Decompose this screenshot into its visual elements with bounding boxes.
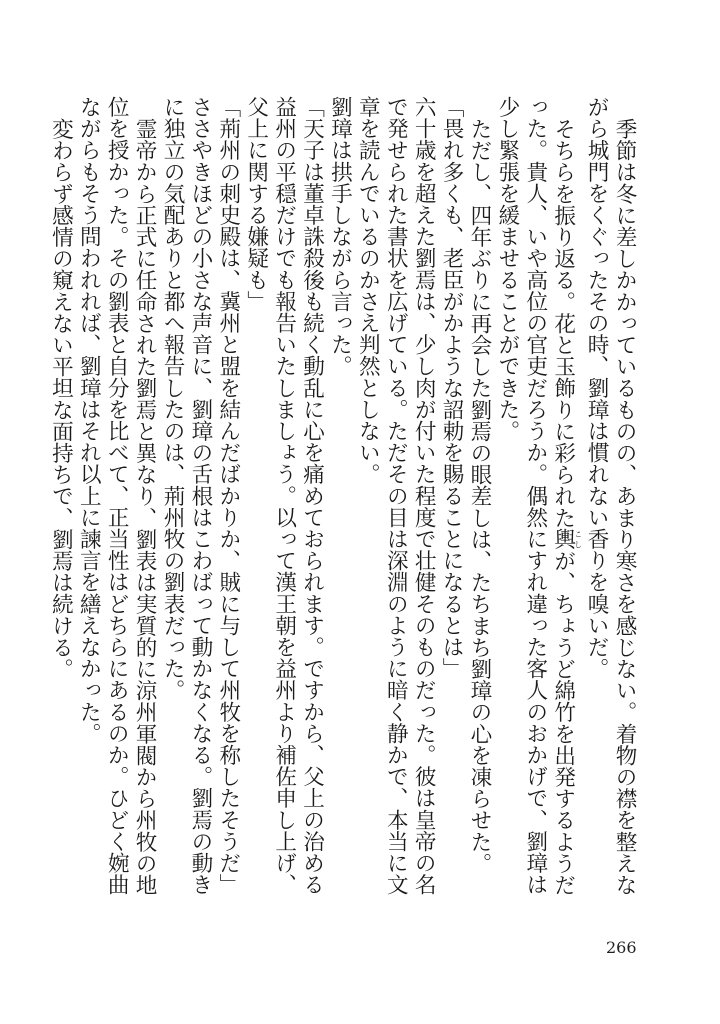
paragraph xyxy=(74,96,158,906)
paragraph xyxy=(158,96,214,906)
text-segment: ただし、四年ぶりに再会した劉焉の眼差しは、たちまち劉璋の心を凍らせた。 xyxy=(466,117,492,874)
text-segment: 六十歳を超えた劉焉は、少し肉が付いた程度で壮健そのものだった。彼は皇帝の名で発せられた書状を広げている。ただその目は深淵のように暗く静かで、本当に文章を読んでいるのかさえ判然としない。 xyxy=(355,96,437,896)
paragraph xyxy=(582,96,638,906)
text-segment: 変わらず感情の窺えない平坦な面持ちで、劉焉は続ける。 xyxy=(48,117,74,680)
paragraph xyxy=(437,96,465,906)
text-segment: 「荊州の刺史殿は、冀州と盟を結んだばかりか、賊に与して州牧を称したそうだ」 xyxy=(215,96,241,896)
text-segment: 季節は冬に差しかかっているものの、あまり寒さを感じない。着物の襟を整えながら城門をくぐったその時、劉璋は慣れない香りを嗅いだ。 xyxy=(584,96,637,896)
text-segment: 「天子は董卓誅殺後も続く動乱に心を痛めておられます。ですから、父上の治める益州の平穏だけでも報告いたしましょう。以って漢王朝を益州より補佐申し上げ、父上に関する嫌疑も」 xyxy=(243,96,325,896)
text-segment: 劉璋は拱手しながら言った。 xyxy=(327,96,353,377)
vertical-text-body xyxy=(46,96,638,906)
paragraph xyxy=(493,96,582,906)
page-number: 266 xyxy=(606,938,637,957)
paragraph xyxy=(465,96,493,906)
text-segment: が、ちょうど綿竹を出発するようだった。貴人、いや高位の官吏だろうか。偶然にすれ違った客人のおかげで、劉璋は少し緊張を緩ませることができた。 xyxy=(494,96,576,896)
text-segment: 霊帝から正式に任命された劉焉と異なり、劉表は実質的に涼州軍閥から州牧の地位を授かった。その劉表と自分を比べて、正当性はどちらにあるのか。ひどく婉曲ながらもそう問われれば、劉璋はそれ以上に諫言を繕えなかった。 xyxy=(76,96,158,896)
paragraph xyxy=(214,96,242,906)
paragraph xyxy=(353,96,437,906)
paragraph xyxy=(46,96,74,906)
ruby-annotation: 輿こし xyxy=(550,528,583,550)
text-segment: 「畏れ多くも、老臣がかような詔勅を賜ることになるとは」 xyxy=(439,96,465,680)
text-segment: ささやきほどの小さな声音に、劉璋の舌根はこわばって動かなくなる。劉焉の動きに独立の気配ありと都へ報告したのは、荊州牧の劉表だった。 xyxy=(160,96,213,896)
paragraph xyxy=(242,96,326,906)
text-segment: そちらを振り返る。花と玉飾りに彩られた xyxy=(550,117,576,528)
paragraph xyxy=(326,96,354,906)
